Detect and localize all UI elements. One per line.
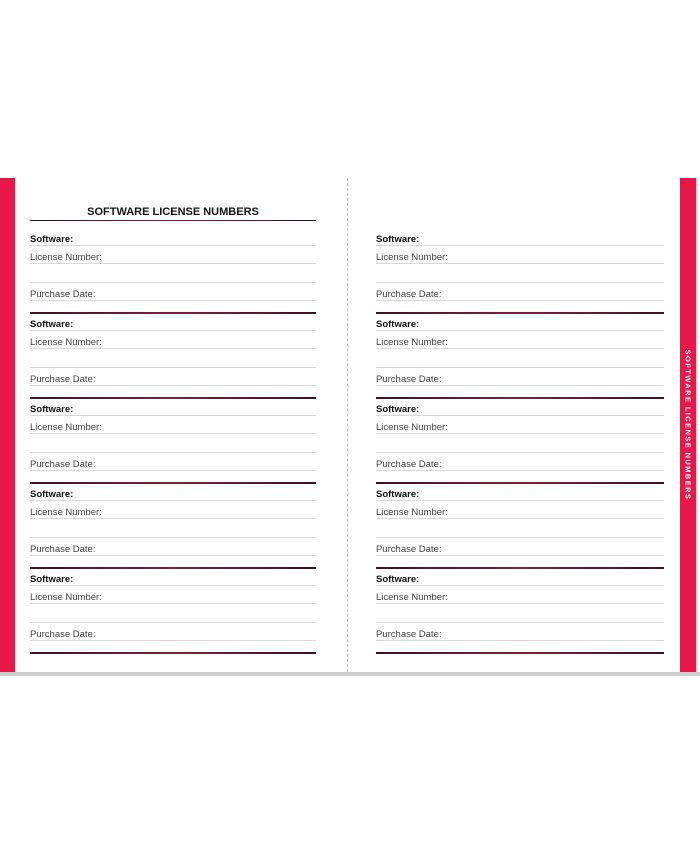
license-number-label: License Number:: [30, 592, 102, 603]
software-label: Software:: [30, 319, 74, 330]
purchase-date-label: Purchase Date:: [30, 544, 96, 555]
license-number-field[interactable]: [376, 603, 664, 604]
license-number-label: License Number:: [376, 507, 448, 518]
software-field[interactable]: [376, 585, 664, 586]
license-entry: [30, 488, 316, 573]
purchase-date-field[interactable]: [30, 300, 316, 301]
purchase-date-label: Purchase Date:: [30, 374, 96, 385]
entry-separator: [376, 567, 664, 569]
purchase-date-field[interactable]: [376, 470, 664, 471]
software-field[interactable]: [30, 330, 316, 331]
purchase-date-label: Purchase Date:: [376, 544, 442, 555]
software-field[interactable]: [376, 330, 664, 331]
purchase-date-label: Purchase Date:: [376, 459, 442, 470]
purchase-date-field[interactable]: [30, 385, 316, 386]
license-entry: [376, 233, 664, 318]
page-bottom-edge: [0, 672, 700, 676]
software-label: Software:: [30, 234, 74, 245]
license-entry: [376, 573, 664, 658]
license-number-label: License Number:: [30, 422, 102, 433]
license-entry: [30, 233, 316, 318]
page-title: SOFTWARE LICENSE NUMBERS: [87, 206, 259, 218]
purchase-date-field[interactable]: [376, 300, 664, 301]
software-label: Software:: [30, 404, 74, 415]
purchase-date-label: Purchase Date:: [30, 289, 96, 300]
license-number-field[interactable]: [376, 348, 664, 349]
right-page: [376, 178, 664, 672]
title-underline: [30, 220, 316, 221]
license-number-field-continued[interactable]: [376, 367, 664, 368]
purchase-date-field[interactable]: [376, 555, 664, 556]
purchase-date-label: Purchase Date:: [30, 459, 96, 470]
entry-separator: [30, 567, 316, 569]
purchase-date-field[interactable]: [376, 385, 664, 386]
purchase-date-field[interactable]: [30, 470, 316, 471]
license-entry: [30, 318, 316, 403]
purchase-date-label: Purchase Date:: [30, 629, 96, 640]
license-number-field[interactable]: [30, 518, 316, 519]
software-field[interactable]: [30, 500, 316, 501]
license-number-label: License Number:: [376, 422, 448, 433]
entry-separator: [30, 482, 316, 484]
license-number-field[interactable]: [376, 518, 664, 519]
software-field[interactable]: [30, 245, 316, 246]
license-number-label: License Number:: [376, 592, 448, 603]
license-number-field-continued[interactable]: [376, 452, 664, 453]
license-number-field-continued[interactable]: [376, 282, 664, 283]
software-field[interactable]: [376, 245, 664, 246]
license-number-field-continued[interactable]: [376, 537, 664, 538]
entry-separator: [30, 312, 316, 314]
license-entry: [376, 403, 664, 488]
license-number-field[interactable]: [30, 348, 316, 349]
license-entry: [30, 403, 316, 488]
software-field[interactable]: [30, 415, 316, 416]
license-entry: [30, 573, 316, 658]
entry-separator: [30, 397, 316, 399]
purchase-date-field[interactable]: [30, 555, 316, 556]
right-page-edge: [696, 178, 698, 672]
software-label: Software:: [30, 489, 74, 500]
entry-separator: [376, 312, 664, 314]
software-field[interactable]: [376, 500, 664, 501]
software-label: Software:: [376, 234, 420, 245]
license-number-field[interactable]: [30, 433, 316, 434]
left-red-edge-bar: [0, 178, 15, 672]
left-page: [30, 178, 316, 672]
purchase-date-field[interactable]: [376, 640, 664, 641]
license-number-field-continued[interactable]: [30, 622, 316, 623]
license-number-label: License Number:: [376, 337, 448, 348]
purchase-date-label: Purchase Date:: [376, 289, 442, 300]
license-number-label: License Number:: [30, 252, 102, 263]
software-label: Software:: [376, 404, 420, 415]
entry-separator: [376, 482, 664, 484]
software-label: Software:: [30, 574, 74, 585]
license-number-label: License Number:: [30, 507, 102, 518]
tab-title: SOFTWARE LICENSE NUMBERS: [683, 349, 693, 501]
entry-separator: [376, 652, 664, 654]
center-fold-divider: [347, 178, 348, 672]
license-entry: [376, 318, 664, 403]
license-number-field-continued[interactable]: [30, 537, 316, 538]
license-number-field-continued[interactable]: [30, 367, 316, 368]
entry-separator: [376, 397, 664, 399]
software-label: Software:: [376, 574, 420, 585]
software-field[interactable]: [376, 415, 664, 416]
entry-separator: [30, 652, 316, 654]
license-number-label: License Number:: [30, 337, 102, 348]
software-label: Software:: [376, 319, 420, 330]
purchase-date-field[interactable]: [30, 640, 316, 641]
license-number-field-continued[interactable]: [30, 282, 316, 283]
license-number-field[interactable]: [376, 263, 664, 264]
license-number-field[interactable]: [376, 433, 664, 434]
license-number-field-continued[interactable]: [30, 452, 316, 453]
license-entry: [376, 488, 664, 573]
license-number-field-continued[interactable]: [376, 622, 664, 623]
license-number-field[interactable]: [30, 263, 316, 264]
license-number-label: License Number:: [376, 252, 448, 263]
purchase-date-label: Purchase Date:: [376, 629, 442, 640]
software-field[interactable]: [30, 585, 316, 586]
purchase-date-label: Purchase Date:: [376, 374, 442, 385]
software-label: Software:: [376, 489, 420, 500]
license-number-field[interactable]: [30, 603, 316, 604]
